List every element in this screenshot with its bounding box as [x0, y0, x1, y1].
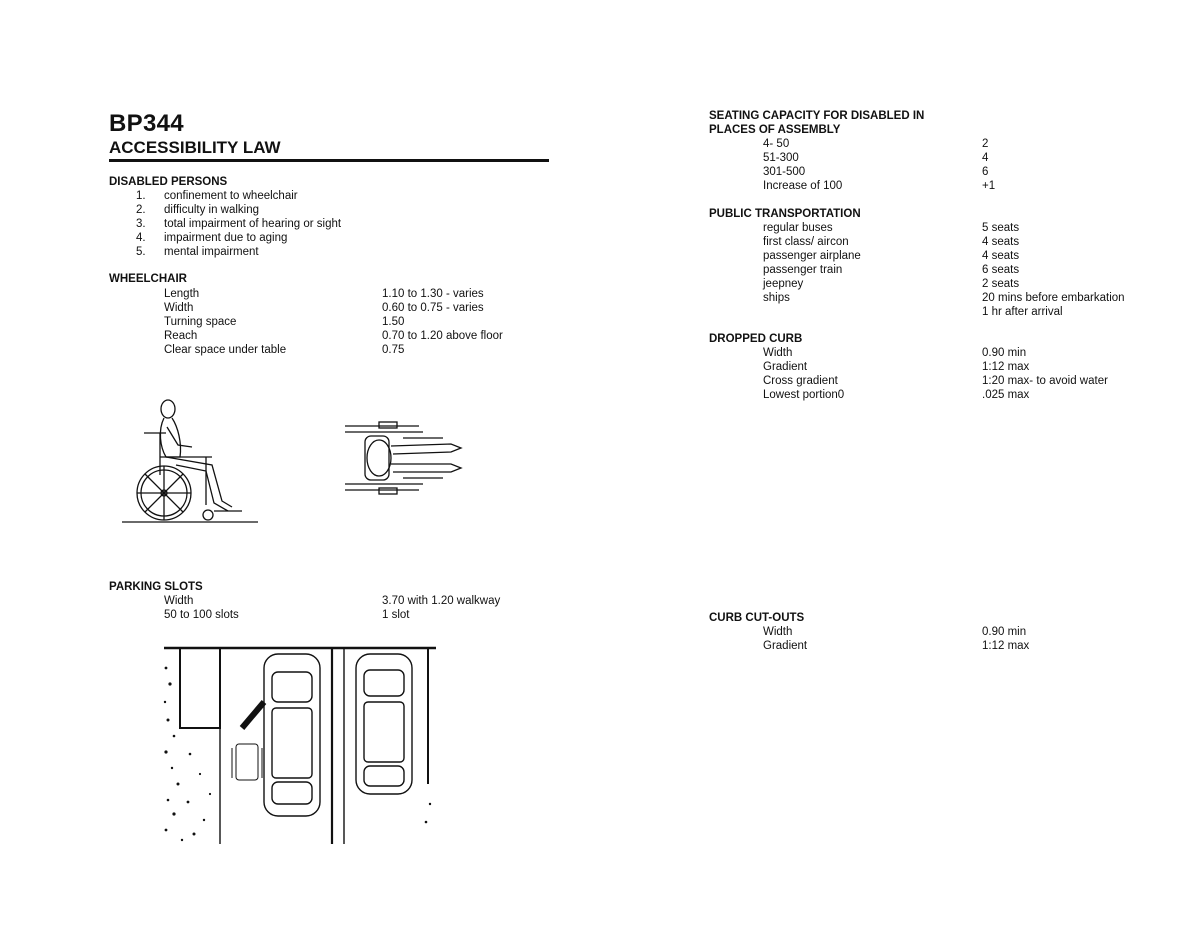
- parking-heading: PARKING SLOTS: [109, 581, 203, 593]
- parking-plan-icon: [160, 644, 440, 852]
- dropped-curb-heading: DROPPED CURB: [709, 333, 803, 345]
- seating-heading-line1: SEATING CAPACITY FOR DISABLED IN: [709, 110, 925, 122]
- title-divider: [109, 159, 549, 162]
- wheelchair-side-view-icon: [120, 395, 260, 527]
- disabled-persons-heading: DISABLED PERSONS: [109, 176, 228, 188]
- document-subtitle: ACCESSIBILITY LAW: [109, 138, 281, 157]
- wheelchair-top-view-icon: [343, 422, 467, 496]
- curb-cutouts-heading: CURB CUT-OUTS: [709, 612, 805, 624]
- document-title: BP344: [109, 110, 184, 137]
- seating-heading-line2: PLACES OF ASSEMBLY: [709, 124, 841, 136]
- wheelchair-heading: WHEELCHAIR: [109, 273, 187, 285]
- transport-heading: PUBLIC TRANSPORTATION: [709, 208, 861, 220]
